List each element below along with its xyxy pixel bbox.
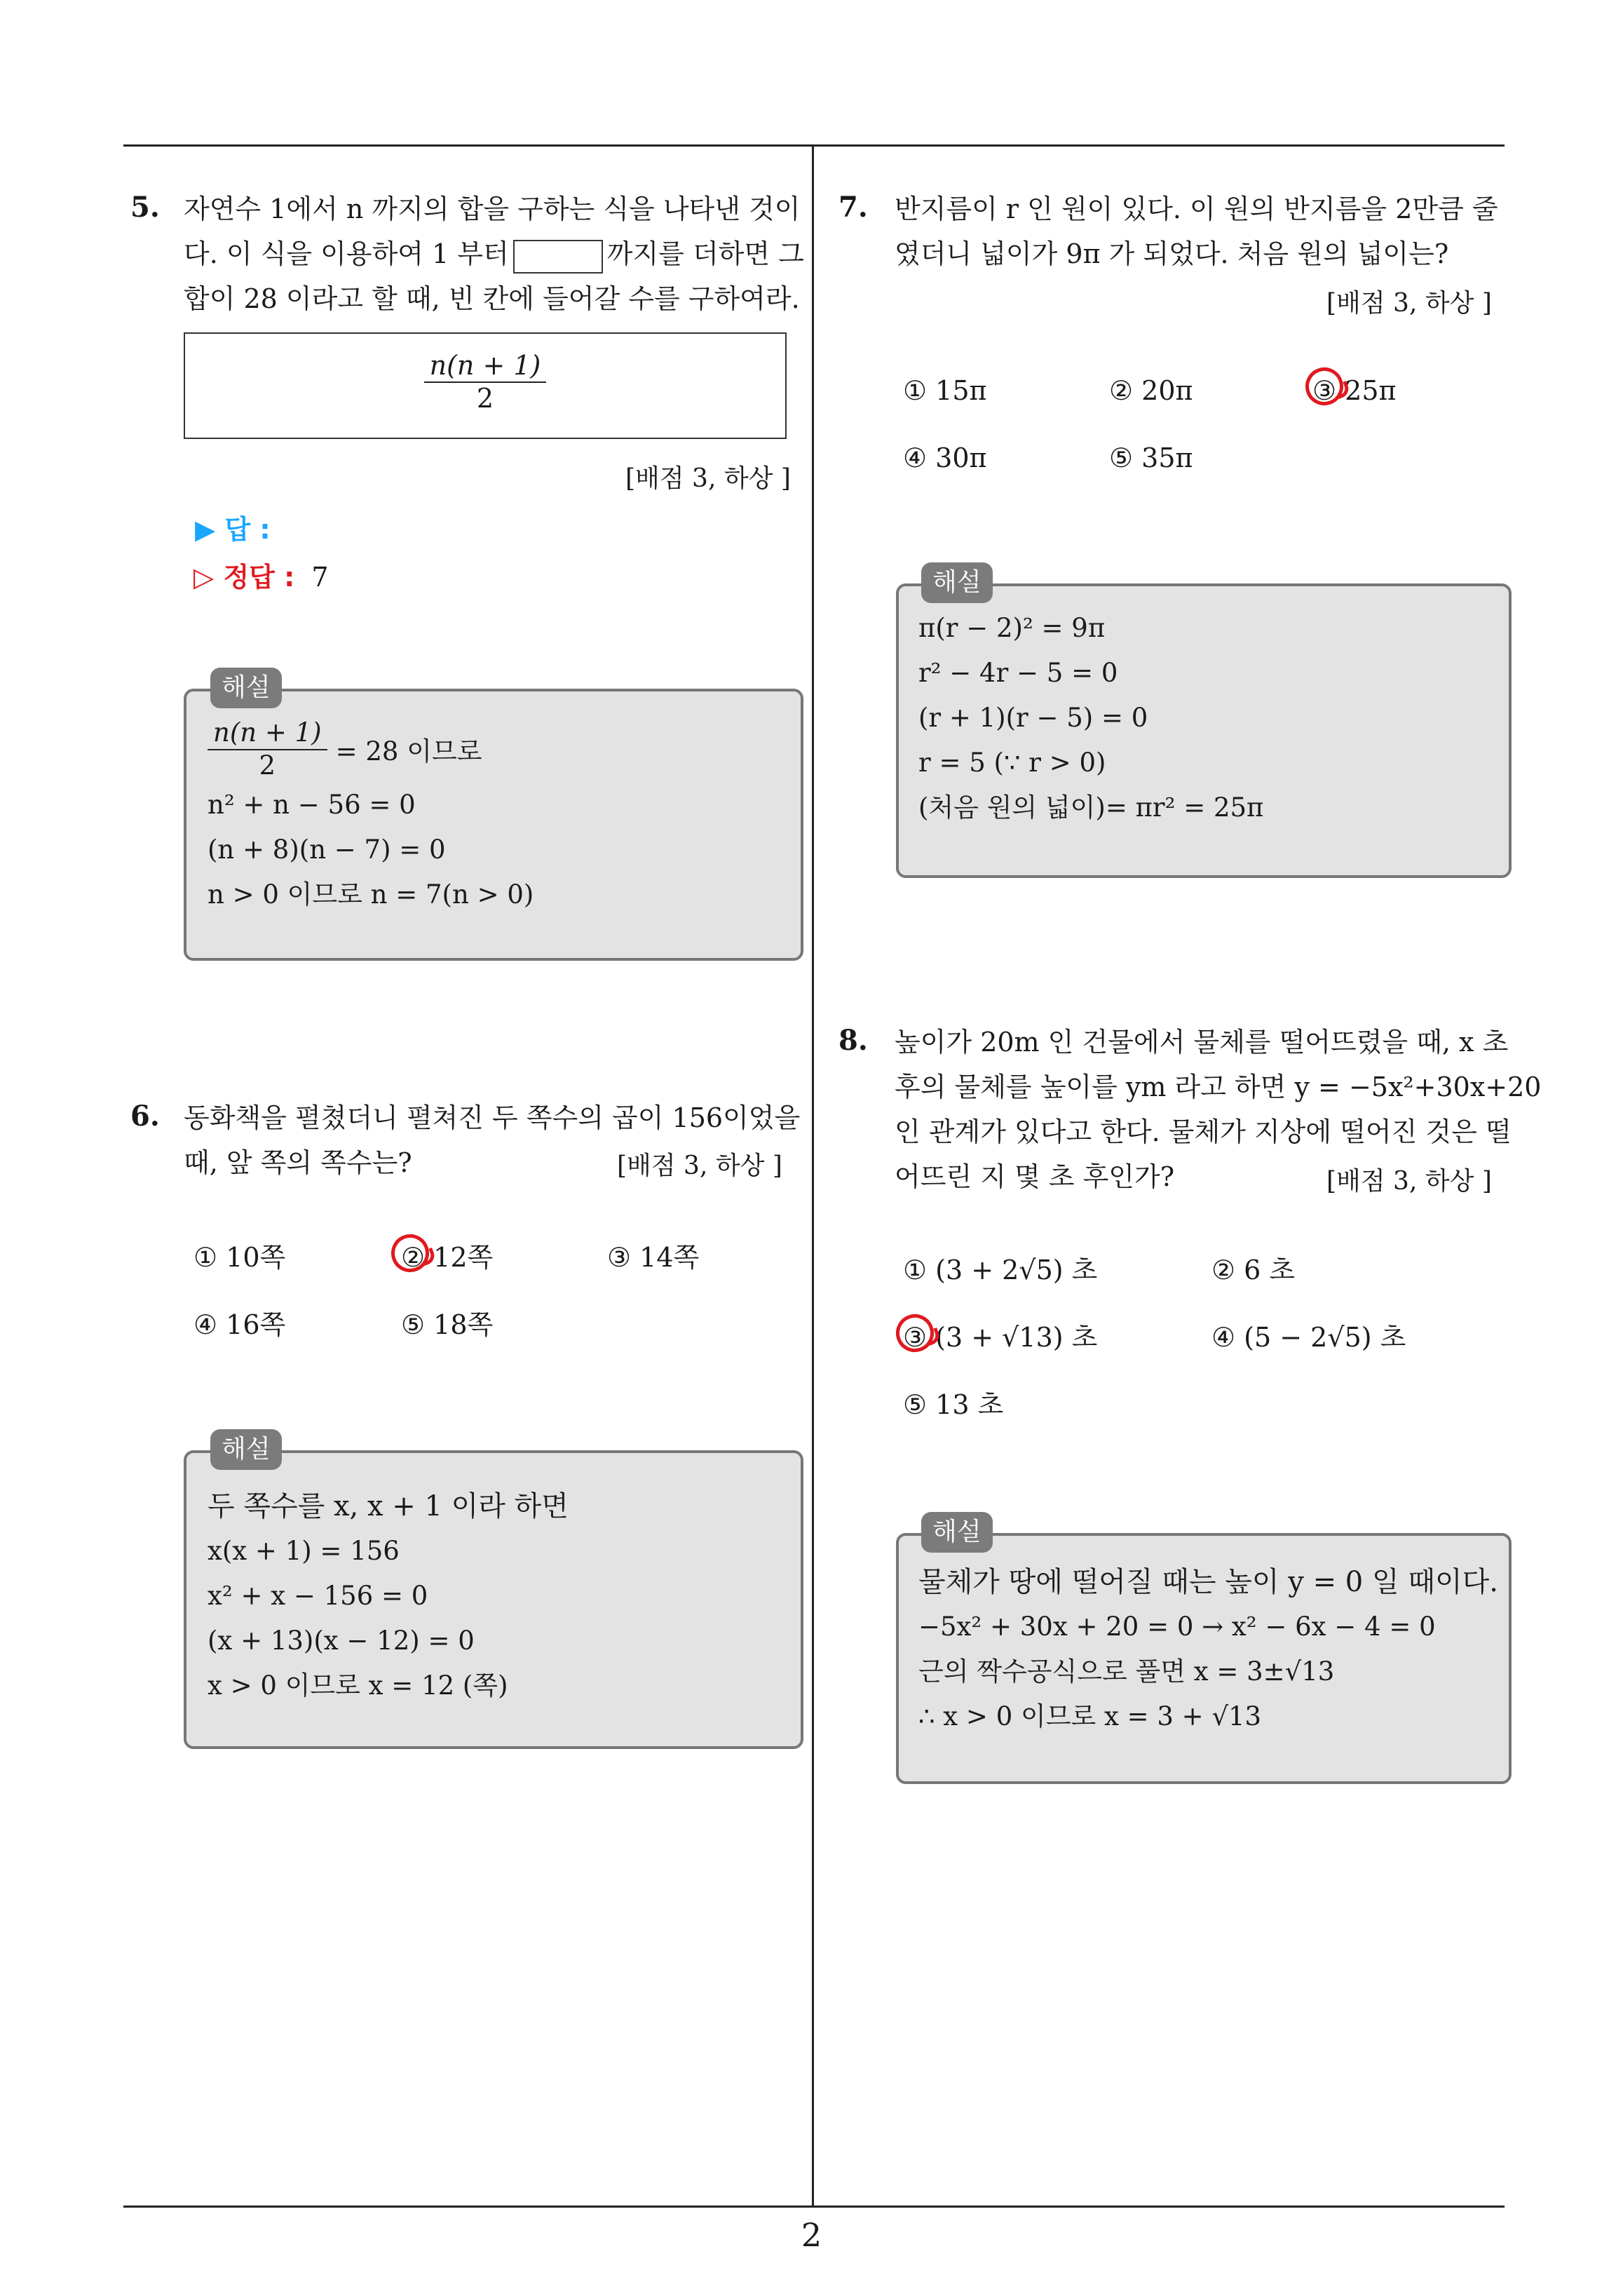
answer-row (195, 508, 271, 546)
solution-line: x(x + 1) = 156 (208, 1536, 400, 1566)
choice-text: 6 초 (1244, 1255, 1296, 1285)
formula-box (184, 332, 787, 439)
bottom-rule (123, 2206, 1505, 2208)
choice-4[interactable] (1211, 1320, 1406, 1355)
choice-text: 18쪽 (433, 1309, 494, 1340)
solution-line: n > 0 이므로 n = 7(n > 0) (208, 879, 534, 910)
solution-line: −5x² + 30x + 20 = 0 → x² − 6x − 4 = 0 (918, 1612, 1436, 1642)
choice-number: ① (903, 375, 928, 406)
question-text-fragment: 다. 이 식을 이용하여 1 부터 (184, 238, 509, 269)
score-meta: [배점 3, 하상 ] (625, 464, 791, 493)
choice-4[interactable] (193, 1307, 285, 1342)
correct-value: 7 (311, 562, 329, 593)
choice-number: ④ (193, 1309, 218, 1340)
question-number: 8. (838, 1024, 868, 1057)
question-line: 반지름이 r 인 원이 있다. 이 원의 반지름을 2만큼 줄 (895, 194, 1498, 224)
fraction-denominator: 2 (259, 750, 276, 781)
solution-box (896, 1533, 1512, 1784)
question-line: 동화책을 펼쳤더니 펼쳐진 두 쪽수의 곱이 156이었을 (184, 1102, 801, 1133)
score-meta: [배점 3, 하상 ] (617, 1152, 782, 1180)
question-line: 때, 앞 쪽의 쪽수는? (184, 1147, 412, 1178)
question-line: 인 관계가 있다고 한다. 물체가 지상에 떨어진 것은 떨 (895, 1116, 1512, 1147)
choice-5[interactable] (1109, 440, 1193, 475)
choice-number: ① (903, 1255, 928, 1285)
correct-answer-row (193, 555, 329, 594)
solution-line: (처음 원의 넓이)= πr² = 25π (918, 792, 1264, 823)
formula-denominator: 2 (476, 383, 494, 414)
column-divider (812, 144, 814, 2208)
choice-2[interactable] (1109, 373, 1193, 408)
solution-box (184, 1450, 803, 1749)
question-number: 6. (130, 1100, 160, 1133)
question-line: 합이 28 이라고 할 때, 빈 칸에 들어갈 수를 구하여라. (184, 283, 800, 314)
answer-label: ▶ 답 : (195, 514, 271, 545)
solution-box (896, 583, 1512, 878)
formula-numerator: n(n + 1) (424, 349, 547, 383)
choice-number: ② (1109, 375, 1134, 406)
solution-box (184, 689, 803, 961)
choice-text: 25π (1345, 375, 1397, 406)
solution-tag: 해설 (921, 1512, 993, 1553)
solution-line: r² − 4r − 5 = 0 (918, 658, 1118, 688)
solution-line: π(r − 2)² = 9π (918, 613, 1106, 643)
solution-lines (918, 1560, 1498, 1739)
question-line (184, 231, 804, 276)
question-text-fragment: 까지를 더하면 그 (606, 238, 804, 269)
solution-lines (208, 1484, 569, 1708)
choice-text: 30π (935, 443, 987, 473)
choice-text: 12쪽 (433, 1242, 494, 1273)
solution-line: r = 5 (∵ r > 0) (918, 748, 1106, 778)
choice-5[interactable] (401, 1307, 493, 1342)
top-rule (123, 144, 1505, 147)
solution-line: x² + x − 156 = 0 (208, 1581, 428, 1611)
choice-5[interactable] (903, 1387, 1003, 1422)
correct-label: ▷ 정답 : (193, 562, 295, 593)
solution-line: 물체가 땅에 떨어질 때는 높이 y = 0 일 때이다. (918, 1566, 1498, 1598)
choice-number: ⑤ (903, 1389, 928, 1420)
solution-line: n² + n − 56 = 0 (208, 790, 416, 820)
solution-line: x > 0 이므로 x = 12 (쪽) (208, 1670, 508, 1701)
question-line: 였더니 넓이가 9π 가 되었다. 처음 원의 넓이는? (895, 238, 1449, 269)
choice-text: 16쪽 (226, 1309, 286, 1340)
page-number: 2 (801, 2216, 822, 2254)
choice-text: 15π (935, 375, 987, 406)
solution-tag: 해설 (210, 668, 282, 708)
question-line: 어뜨린 지 몇 초 후인가? (895, 1161, 1175, 1192)
solution-tag: 해설 (921, 562, 993, 603)
blank-box (513, 240, 603, 274)
choice-text: 35π (1141, 443, 1193, 473)
choice-number: ④ (1211, 1322, 1236, 1353)
choice-1[interactable] (193, 1240, 285, 1275)
choice-text: 20π (1141, 375, 1193, 406)
solution-line: 두 쪽수를 x, x + 1 이라 하면 (208, 1490, 569, 1522)
choice-text: (3 + 2√5) 초 (935, 1255, 1098, 1285)
score-meta: [배점 3, 하상 ] (1326, 289, 1492, 318)
choice-number: ③ (903, 1322, 928, 1353)
fraction-numerator: n(n + 1) (208, 717, 327, 750)
solution-fraction (208, 717, 327, 781)
choice-number: ④ (903, 443, 928, 473)
choice-number: ⑤ (1109, 443, 1134, 473)
choice-number: ⑤ (401, 1309, 426, 1340)
solution-line: (n + 8)(n − 7) = 0 (208, 835, 446, 865)
choice-number: ① (193, 1242, 218, 1273)
solution-tag: 해설 (210, 1429, 282, 1470)
choice-number: ② (1211, 1255, 1236, 1285)
choice-4[interactable] (903, 440, 987, 475)
solution-lines (918, 606, 1263, 830)
question-line: 자연수 1에서 n 까지의 합을 구하는 식을 나타낸 것이 (184, 194, 801, 224)
question-line: 후의 물체를 높이를 ym 라고 하면 y = −5x²+30x+20 (895, 1072, 1542, 1102)
choice-text: 13 초 (935, 1389, 1004, 1420)
choice-number: ③ (607, 1242, 632, 1273)
choice-text: 14쪽 (639, 1242, 700, 1273)
choice-1[interactable] (903, 1252, 1097, 1288)
choice-2[interactable] (1211, 1252, 1295, 1288)
question-5-text (184, 187, 804, 321)
sum-formula (424, 349, 547, 414)
question-number: 7. (838, 191, 868, 224)
solution-lines (208, 715, 534, 917)
solution-line (208, 715, 534, 783)
choice-1[interactable] (903, 373, 987, 408)
choice-text: (3 + √13) 초 (935, 1322, 1098, 1353)
solution-line: (x + 13)(x − 12) = 0 (208, 1626, 475, 1656)
choice-number: ② (401, 1242, 426, 1273)
question-number: 5. (130, 191, 160, 224)
solution-line: 근의 짝수공식으로 풀면 x = 3±√13 (918, 1656, 1335, 1687)
choice-number: ③ (1312, 375, 1337, 406)
solution-line: ∴ x > 0 이므로 x = 3 + √13 (918, 1701, 1262, 1731)
choice-3[interactable] (607, 1240, 699, 1275)
solution-line: (r + 1)(r − 5) = 0 (918, 703, 1148, 733)
question-line: 높이가 20m 인 건물에서 물체를 떨어뜨렸을 때, x 초 (895, 1027, 1509, 1058)
choice-text: 10쪽 (226, 1242, 286, 1273)
choice-text: (5 − 2√5) 초 (1244, 1322, 1406, 1353)
solution-text: = 28 이므로 (335, 736, 482, 767)
score-meta: [배점 3, 하상 ] (1326, 1167, 1492, 1196)
question-7-text (895, 187, 1512, 276)
